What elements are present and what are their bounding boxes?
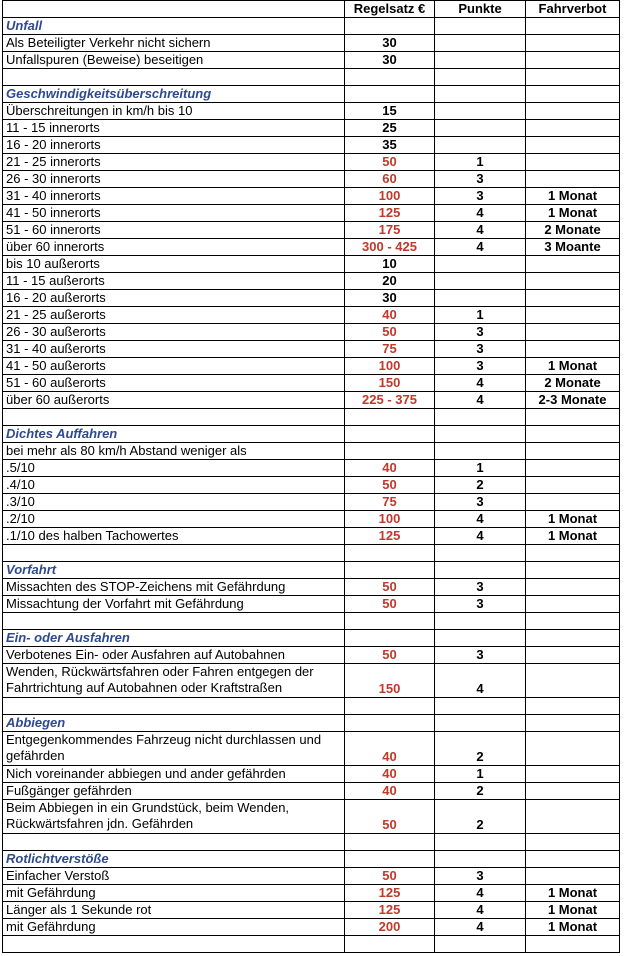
driving-ban-cell <box>526 868 620 885</box>
fine-cell <box>345 613 435 630</box>
points-cell: 1 <box>435 460 526 477</box>
offense-cell: bei mehr als 80 km/h Abstand weniger als <box>3 443 345 460</box>
offense-cell: Beim Abbiegen in ein Grundstück, beim Wenden, Rückwärtsfahren jdn. Gefährden <box>3 800 345 834</box>
section-header-row <box>3 715 620 732</box>
table-row <box>3 800 620 834</box>
fine-cell: 75 <box>345 341 435 358</box>
offense-cell <box>3 613 345 630</box>
fine-cell: 200 <box>345 919 435 936</box>
table-row <box>3 460 620 477</box>
table-row <box>3 120 620 137</box>
points-cell <box>435 409 526 426</box>
driving-ban-cell: 2 Monate <box>526 222 620 239</box>
offense-cell: Wenden, Rückwärtsfahren oder Fahren entgegen der Fahrtrichtung auf Autobahnen oder Kraftstraßen <box>3 664 345 698</box>
offense-cell: 26 - 30 außerorts <box>3 324 345 341</box>
fine-cell: 30 <box>345 52 435 69</box>
fine-cell: 50 <box>345 800 435 834</box>
offense-cell: Überschreitungen in km/h bis 10 <box>3 103 345 120</box>
fine-cell <box>345 443 435 460</box>
fine-cell: 40 <box>345 766 435 783</box>
driving-ban-cell <box>526 664 620 698</box>
section-title: Geschwindigkeitsüberschreitung <box>3 86 345 103</box>
spacer-row <box>3 409 620 426</box>
offense-cell: Verbotenes Ein- oder Ausfahren auf Autobahnen <box>3 647 345 664</box>
fine-cell: 50 <box>345 596 435 613</box>
fine-cell: 125 <box>345 205 435 222</box>
driving-ban-cell: 2-3 Monate <box>526 392 620 409</box>
fine-cell: 150 <box>345 664 435 698</box>
section-header-row <box>3 851 620 868</box>
fine-cell: 35 <box>345 137 435 154</box>
offense-cell <box>3 936 345 953</box>
driving-ban-cell <box>526 460 620 477</box>
fine-cell <box>345 851 435 868</box>
driving-ban-cell <box>526 698 620 715</box>
points-cell <box>435 426 526 443</box>
offense-cell: mit Gefährdung <box>3 885 345 902</box>
table-row <box>3 579 620 596</box>
fine-cell: 30 <box>345 35 435 52</box>
points-cell <box>435 715 526 732</box>
points-cell: 2 <box>435 783 526 800</box>
offense-cell: 16 - 20 außerorts <box>3 290 345 307</box>
offense-cell: 11 - 15 innerorts <box>3 120 345 137</box>
fine-cell: 75 <box>345 494 435 511</box>
spacer-row <box>3 834 620 851</box>
driving-ban-cell <box>526 783 620 800</box>
fine-cell: 175 <box>345 222 435 239</box>
offense-cell <box>3 545 345 562</box>
fine-cell: 60 <box>345 171 435 188</box>
spacer-row <box>3 936 620 953</box>
fine-cell: 50 <box>345 868 435 885</box>
driving-ban-cell <box>526 715 620 732</box>
fine-cell: 100 <box>345 188 435 205</box>
points-cell: 3 <box>435 868 526 885</box>
points-cell: 2 <box>435 477 526 494</box>
points-cell <box>435 834 526 851</box>
points-cell <box>435 137 526 154</box>
offense-cell: über 60 innerorts <box>3 239 345 256</box>
offense-cell: bis 10 außerorts <box>3 256 345 273</box>
driving-ban-cell: 1 Monat <box>526 358 620 375</box>
table-row <box>3 35 620 52</box>
offense-cell <box>3 834 345 851</box>
fine-cell: 125 <box>345 902 435 919</box>
points-cell <box>435 69 526 86</box>
fine-cell: 40 <box>345 783 435 800</box>
table-row <box>3 494 620 511</box>
driving-ban-cell <box>526 494 620 511</box>
points-cell: 4 <box>435 528 526 545</box>
driving-ban-cell <box>526 579 620 596</box>
table-row <box>3 324 620 341</box>
fine-cell <box>345 715 435 732</box>
fine-cell: 225 - 375 <box>345 392 435 409</box>
table-row <box>3 443 620 460</box>
table-row <box>3 256 620 273</box>
section-title: Rotlichtverstöße <box>3 851 345 868</box>
driving-ban-cell <box>526 732 620 766</box>
offense-cell: 21 - 25 außerorts <box>3 307 345 324</box>
offense-cell: .2/10 <box>3 511 345 528</box>
table-row <box>3 137 620 154</box>
table-row <box>3 341 620 358</box>
fine-cell <box>345 630 435 647</box>
driving-ban-cell <box>526 18 620 35</box>
driving-ban-cell <box>526 103 620 120</box>
section-header-row <box>3 426 620 443</box>
driving-ban-cell: 1 Monat <box>526 188 620 205</box>
section-title: Ein- oder Ausfahren <box>3 630 345 647</box>
fine-cell <box>345 936 435 953</box>
section-title: Abbiegen <box>3 715 345 732</box>
points-cell: 2 <box>435 800 526 834</box>
points-cell: 4 <box>435 664 526 698</box>
fines-table <box>2 0 620 953</box>
fine-cell: 25 <box>345 120 435 137</box>
driving-ban-cell: 1 Monat <box>526 919 620 936</box>
offense-cell: 51 - 60 innerorts <box>3 222 345 239</box>
fine-cell: 50 <box>345 154 435 171</box>
offense-cell: Missachten des STOP-Zeichens mit Gefährdung <box>3 579 345 596</box>
driving-ban-cell <box>526 443 620 460</box>
fine-cell: 125 <box>345 885 435 902</box>
fine-cell: 10 <box>345 256 435 273</box>
fine-cell: 40 <box>345 460 435 477</box>
spacer-row <box>3 545 620 562</box>
driving-ban-cell <box>526 477 620 494</box>
points-cell <box>435 545 526 562</box>
fine-cell: 125 <box>345 528 435 545</box>
points-cell: 4 <box>435 239 526 256</box>
driving-ban-cell <box>526 409 620 426</box>
offense-cell: Missachtung der Vorfahrt mit Gefährdung <box>3 596 345 613</box>
offense-cell: .5/10 <box>3 460 345 477</box>
driving-ban-cell: 1 Monat <box>526 511 620 528</box>
driving-ban-cell <box>526 324 620 341</box>
driving-ban-cell <box>526 120 620 137</box>
header-driving-ban: Fahrverbot <box>526 1 620 18</box>
table-row <box>3 868 620 885</box>
offense-cell: 31 - 40 außerorts <box>3 341 345 358</box>
driving-ban-cell <box>526 69 620 86</box>
fine-cell <box>345 18 435 35</box>
driving-ban-cell: 3 Moante <box>526 239 620 256</box>
table-row <box>3 188 620 205</box>
driving-ban-cell <box>526 800 620 834</box>
fine-cell: 50 <box>345 324 435 341</box>
offense-cell: mit Gefährdung <box>3 919 345 936</box>
driving-ban-cell <box>526 307 620 324</box>
driving-ban-cell <box>526 647 620 664</box>
driving-ban-cell <box>526 35 620 52</box>
offense-cell: Einfacher Verstoß <box>3 868 345 885</box>
points-cell: 3 <box>435 188 526 205</box>
section-title: Dichtes Auffahren <box>3 426 345 443</box>
spacer-row <box>3 698 620 715</box>
table-row <box>3 205 620 222</box>
points-cell: 1 <box>435 154 526 171</box>
fine-cell <box>345 545 435 562</box>
offense-cell: 11 - 15 außerorts <box>3 273 345 290</box>
driving-ban-cell <box>526 154 620 171</box>
points-cell <box>435 443 526 460</box>
fine-cell: 30 <box>345 290 435 307</box>
fine-cell <box>345 698 435 715</box>
offense-cell: .4/10 <box>3 477 345 494</box>
table-row <box>3 766 620 783</box>
table-row <box>3 528 620 545</box>
offense-cell: 31 - 40 innerorts <box>3 188 345 205</box>
driving-ban-cell <box>526 766 620 783</box>
driving-ban-cell: 1 Monat <box>526 902 620 919</box>
table-row <box>3 885 620 902</box>
driving-ban-cell <box>526 630 620 647</box>
driving-ban-cell <box>526 426 620 443</box>
points-cell <box>435 18 526 35</box>
fine-cell: 15 <box>345 103 435 120</box>
offense-cell: 26 - 30 innerorts <box>3 171 345 188</box>
driving-ban-cell: 1 Monat <box>526 205 620 222</box>
offense-cell: Nich voreinander abbiegen und ander gefährden <box>3 766 345 783</box>
fine-cell: 50 <box>345 477 435 494</box>
points-cell: 1 <box>435 766 526 783</box>
driving-ban-cell <box>526 834 620 851</box>
points-cell: 3 <box>435 579 526 596</box>
offense-cell: 16 - 20 innerorts <box>3 137 345 154</box>
fine-cell <box>345 69 435 86</box>
driving-ban-cell <box>526 171 620 188</box>
points-cell <box>435 562 526 579</box>
points-cell <box>435 120 526 137</box>
table-row <box>3 596 620 613</box>
offense-cell: Fußgänger gefährden <box>3 783 345 800</box>
points-cell <box>435 86 526 103</box>
driving-ban-cell <box>526 273 620 290</box>
table-row <box>3 511 620 528</box>
table-row <box>3 103 620 120</box>
table-row <box>3 239 620 256</box>
offense-cell <box>3 698 345 715</box>
driving-ban-cell <box>526 936 620 953</box>
table-row <box>3 392 620 409</box>
points-cell <box>435 52 526 69</box>
offense-cell: Als Beteiligter Verkehr nicht sichern <box>3 35 345 52</box>
header-offense <box>3 1 345 18</box>
offense-cell: .3/10 <box>3 494 345 511</box>
points-cell: 3 <box>435 647 526 664</box>
points-cell: 3 <box>435 596 526 613</box>
fine-cell: 40 <box>345 732 435 766</box>
table-row <box>3 783 620 800</box>
offense-cell: über 60 außerorts <box>3 392 345 409</box>
table-row <box>3 222 620 239</box>
points-cell: 4 <box>435 511 526 528</box>
offense-cell: 21 - 25 innerorts <box>3 154 345 171</box>
header-fine: Regelsatz € <box>345 1 435 18</box>
points-cell <box>435 273 526 290</box>
offense-cell: .1/10 des halben Tachowertes <box>3 528 345 545</box>
fine-cell <box>345 834 435 851</box>
table-row <box>3 902 620 919</box>
points-cell: 4 <box>435 205 526 222</box>
points-cell <box>435 103 526 120</box>
fine-cell: 300 - 425 <box>345 239 435 256</box>
table-row <box>3 358 620 375</box>
driving-ban-cell <box>526 341 620 358</box>
points-cell: 3 <box>435 358 526 375</box>
table-row <box>3 52 620 69</box>
table-row <box>3 732 620 766</box>
offense-cell: Entgegenkommendes Fahrzeug nicht durchlassen und gefährden <box>3 732 345 766</box>
fine-cell <box>345 86 435 103</box>
fine-cell: 150 <box>345 375 435 392</box>
points-cell <box>435 698 526 715</box>
driving-ban-cell <box>526 613 620 630</box>
points-cell: 3 <box>435 324 526 341</box>
points-cell: 4 <box>435 885 526 902</box>
driving-ban-cell <box>526 562 620 579</box>
offense-cell: Unfallspuren (Beweise) beseitigen <box>3 52 345 69</box>
table-row <box>3 647 620 664</box>
offense-cell: 51 - 60 außerorts <box>3 375 345 392</box>
fine-cell <box>345 562 435 579</box>
driving-ban-cell <box>526 596 620 613</box>
fine-cell: 50 <box>345 647 435 664</box>
fine-cell: 100 <box>345 358 435 375</box>
points-cell: 2 <box>435 732 526 766</box>
fine-cell <box>345 426 435 443</box>
fine-cell <box>345 409 435 426</box>
points-cell: 4 <box>435 222 526 239</box>
offense-cell <box>3 409 345 426</box>
points-cell: 3 <box>435 494 526 511</box>
offense-cell: Länger als 1 Sekunde rot <box>3 902 345 919</box>
driving-ban-cell: 1 Monat <box>526 885 620 902</box>
fine-cell: 20 <box>345 273 435 290</box>
points-cell <box>435 851 526 868</box>
points-cell <box>435 613 526 630</box>
table-row <box>3 664 620 698</box>
points-cell <box>435 256 526 273</box>
header-row <box>3 1 620 18</box>
table-row <box>3 171 620 188</box>
header-points: Punkte <box>435 1 526 18</box>
section-header-row <box>3 630 620 647</box>
driving-ban-cell <box>526 137 620 154</box>
table-row <box>3 477 620 494</box>
section-title: Vorfahrt <box>3 562 345 579</box>
section-header-row <box>3 562 620 579</box>
fine-cell: 100 <box>345 511 435 528</box>
table-row <box>3 273 620 290</box>
driving-ban-cell: 2 Monate <box>526 375 620 392</box>
offense-cell: 41 - 50 innerorts <box>3 205 345 222</box>
table-row <box>3 290 620 307</box>
table-row <box>3 154 620 171</box>
section-header-row <box>3 18 620 35</box>
spacer-row <box>3 613 620 630</box>
driving-ban-cell: 1 Monat <box>526 528 620 545</box>
points-cell: 4 <box>435 375 526 392</box>
points-cell: 1 <box>435 307 526 324</box>
fine-cell: 40 <box>345 307 435 324</box>
section-title: Unfall <box>3 18 345 35</box>
driving-ban-cell <box>526 545 620 562</box>
table-row <box>3 307 620 324</box>
table-row <box>3 919 620 936</box>
points-cell: 3 <box>435 171 526 188</box>
driving-ban-cell <box>526 86 620 103</box>
points-cell: 4 <box>435 919 526 936</box>
fine-cell: 50 <box>345 579 435 596</box>
points-cell: 4 <box>435 902 526 919</box>
section-header-row <box>3 86 620 103</box>
driving-ban-cell <box>526 52 620 69</box>
points-cell <box>435 290 526 307</box>
driving-ban-cell <box>526 290 620 307</box>
driving-ban-cell <box>526 851 620 868</box>
points-cell <box>435 35 526 52</box>
offense-cell: 41 - 50 außerorts <box>3 358 345 375</box>
points-cell: 3 <box>435 341 526 358</box>
table-row <box>3 375 620 392</box>
points-cell <box>435 630 526 647</box>
points-cell: 4 <box>435 392 526 409</box>
offense-cell <box>3 69 345 86</box>
driving-ban-cell <box>526 256 620 273</box>
points-cell <box>435 936 526 953</box>
spacer-row <box>3 69 620 86</box>
